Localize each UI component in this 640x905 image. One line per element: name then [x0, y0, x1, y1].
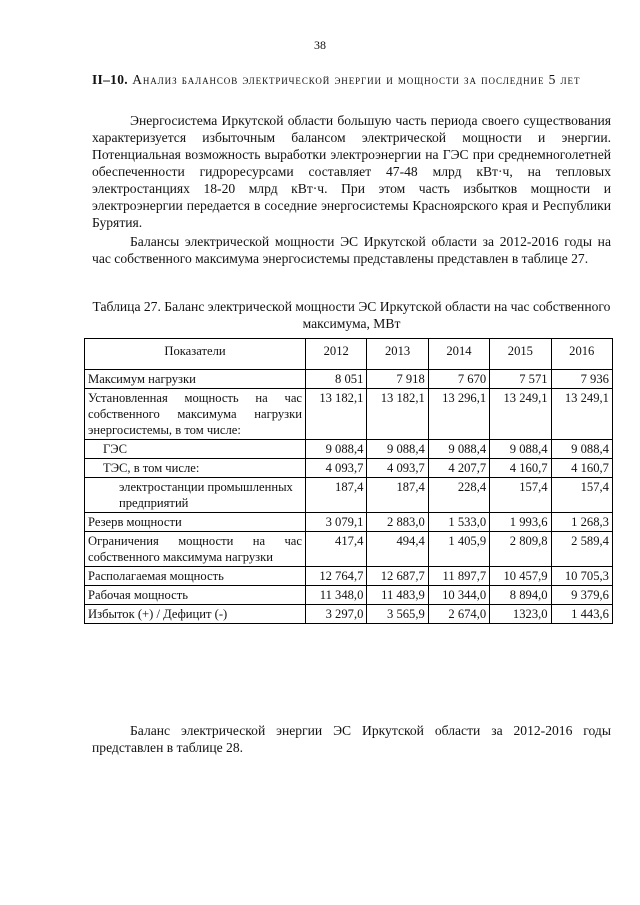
power-balance-table [84, 338, 613, 624]
row-label: Располагаемая мощность [85, 567, 306, 586]
header-indicators: Показатели [85, 339, 306, 370]
cell-value: 8 894,0 [490, 586, 551, 605]
cell-value: 13 182,1 [367, 389, 428, 440]
cell-value: 4 160,7 [551, 459, 612, 478]
cell-value: 13 249,1 [490, 389, 551, 440]
paragraph-energy-system: Энергосистема Иркутской области большую часть периода своего существования характеризуется избыточным балансом электрической мощности и энергии. Потенциальная возможность выработки электроэнергии на ГЭС при среднемноголетней обеспеченности гидроресурсами составляет 47-48 млрд кВт·ч, на тепловых электростанциях 18-20 млрд кВт·ч. При этом часть избытков мощности и электроэнергии передается в соседние энергосистемы Красноярского края и Республики Бурятия. [92, 113, 611, 230]
header-year: 2012 [306, 339, 367, 370]
cell-value: 11 897,7 [428, 567, 489, 586]
page-number: 38 [314, 38, 326, 52]
header-year: 2013 [367, 339, 428, 370]
cell-value: 7 918 [367, 370, 428, 389]
cell-value: 9 088,4 [490, 440, 551, 459]
cell-value: 3 297,0 [306, 605, 367, 624]
header-year: 2016 [551, 339, 612, 370]
cell-value: 9 088,4 [306, 440, 367, 459]
header-year: 2015 [490, 339, 551, 370]
row-label: ТЭС, в том числе: [85, 459, 306, 478]
cell-value: 187,4 [306, 478, 367, 513]
cell-value: 2 674,0 [428, 605, 489, 624]
cell-value: 7 936 [551, 370, 612, 389]
table-row [85, 586, 613, 605]
cell-value: 9 088,4 [367, 440, 428, 459]
table-row [85, 389, 613, 440]
cell-value: 1 533,0 [428, 513, 489, 532]
cell-value: 4 207,7 [428, 459, 489, 478]
cell-value: 12 764,7 [306, 567, 367, 586]
row-label: Максимум нагрузки [85, 370, 306, 389]
cell-value: 1 443,6 [551, 605, 612, 624]
paragraph-balance-intro: Балансы электрической мощности ЭС Иркутской области за 2012-2016 годы на час собственного максимума энергосистемы представлены представлен в таблице 27. [92, 234, 611, 266]
cell-value: 7 670 [428, 370, 489, 389]
cell-value: 9 088,4 [551, 440, 612, 459]
table-row [85, 459, 613, 478]
cell-value: 1 405,9 [428, 532, 489, 567]
paragraph-energy-balance-ref: Баланс электрической энергии ЭС Иркутской области за 2012-2016 годы представлен в таблице 28. [92, 723, 611, 755]
row-label: Избыток (+) / Дефицит (-) [85, 605, 306, 624]
table-row [85, 532, 613, 567]
table-header-row [85, 339, 613, 370]
cell-value: 1 993,6 [490, 513, 551, 532]
cell-value: 187,4 [367, 478, 428, 513]
cell-value: 12 687,7 [367, 567, 428, 586]
cell-value: 3 079,1 [306, 513, 367, 532]
cell-value: 157,4 [551, 478, 612, 513]
table-caption: Таблица 27. Баланс электрической мощности ЭС Иркутской области на час собственного максимума, МВт [92, 299, 611, 331]
table-row [85, 513, 613, 532]
table-row [85, 440, 613, 459]
cell-value: 11 483,9 [367, 586, 428, 605]
row-label: электростанции промышленных предприятий [85, 478, 306, 513]
cell-value: 494,4 [367, 532, 428, 567]
cell-value: 10 457,9 [490, 567, 551, 586]
cell-value: 11 348,0 [306, 586, 367, 605]
table-row [85, 478, 613, 513]
row-label: Установленная мощность на час собственного максимума нагрузки энергосистемы, в том числе: [85, 389, 306, 440]
row-label: ГЭС [85, 440, 306, 459]
cell-value: 7 571 [490, 370, 551, 389]
table-row [85, 567, 613, 586]
cell-value: 2 883,0 [367, 513, 428, 532]
cell-value: 10 344,0 [428, 586, 489, 605]
cell-value: 13 296,1 [428, 389, 489, 440]
cell-value: 13 182,1 [306, 389, 367, 440]
section-title: Анализ балансов электрической энергии и мощности за последние 5 лет [132, 72, 581, 87]
cell-value: 157,4 [490, 478, 551, 513]
table-row [85, 605, 613, 624]
cell-value: 10 705,3 [551, 567, 612, 586]
cell-value: 13 249,1 [551, 389, 612, 440]
cell-value: 3 565,9 [367, 605, 428, 624]
cell-value: 4 093,7 [306, 459, 367, 478]
cell-value: 9 088,4 [428, 440, 489, 459]
cell-value: 228,4 [428, 478, 489, 513]
section-heading [92, 70, 612, 89]
section-number: II–10. [92, 72, 128, 87]
cell-value: 4 093,7 [367, 459, 428, 478]
row-label: Ограничения мощности на час собственного максимума нагрузки [85, 532, 306, 567]
cell-value: 4 160,7 [490, 459, 551, 478]
row-label: Рабочая мощность [85, 586, 306, 605]
cell-value: 417,4 [306, 532, 367, 567]
cell-value: 9 379,6 [551, 586, 612, 605]
header-year: 2014 [428, 339, 489, 370]
cell-value: 1323,0 [490, 605, 551, 624]
table-row [85, 370, 613, 389]
cell-value: 2 809,8 [490, 532, 551, 567]
row-label: Резерв мощности [85, 513, 306, 532]
cell-value: 2 589,4 [551, 532, 612, 567]
cell-value: 8 051 [306, 370, 367, 389]
cell-value: 1 268,3 [551, 513, 612, 532]
